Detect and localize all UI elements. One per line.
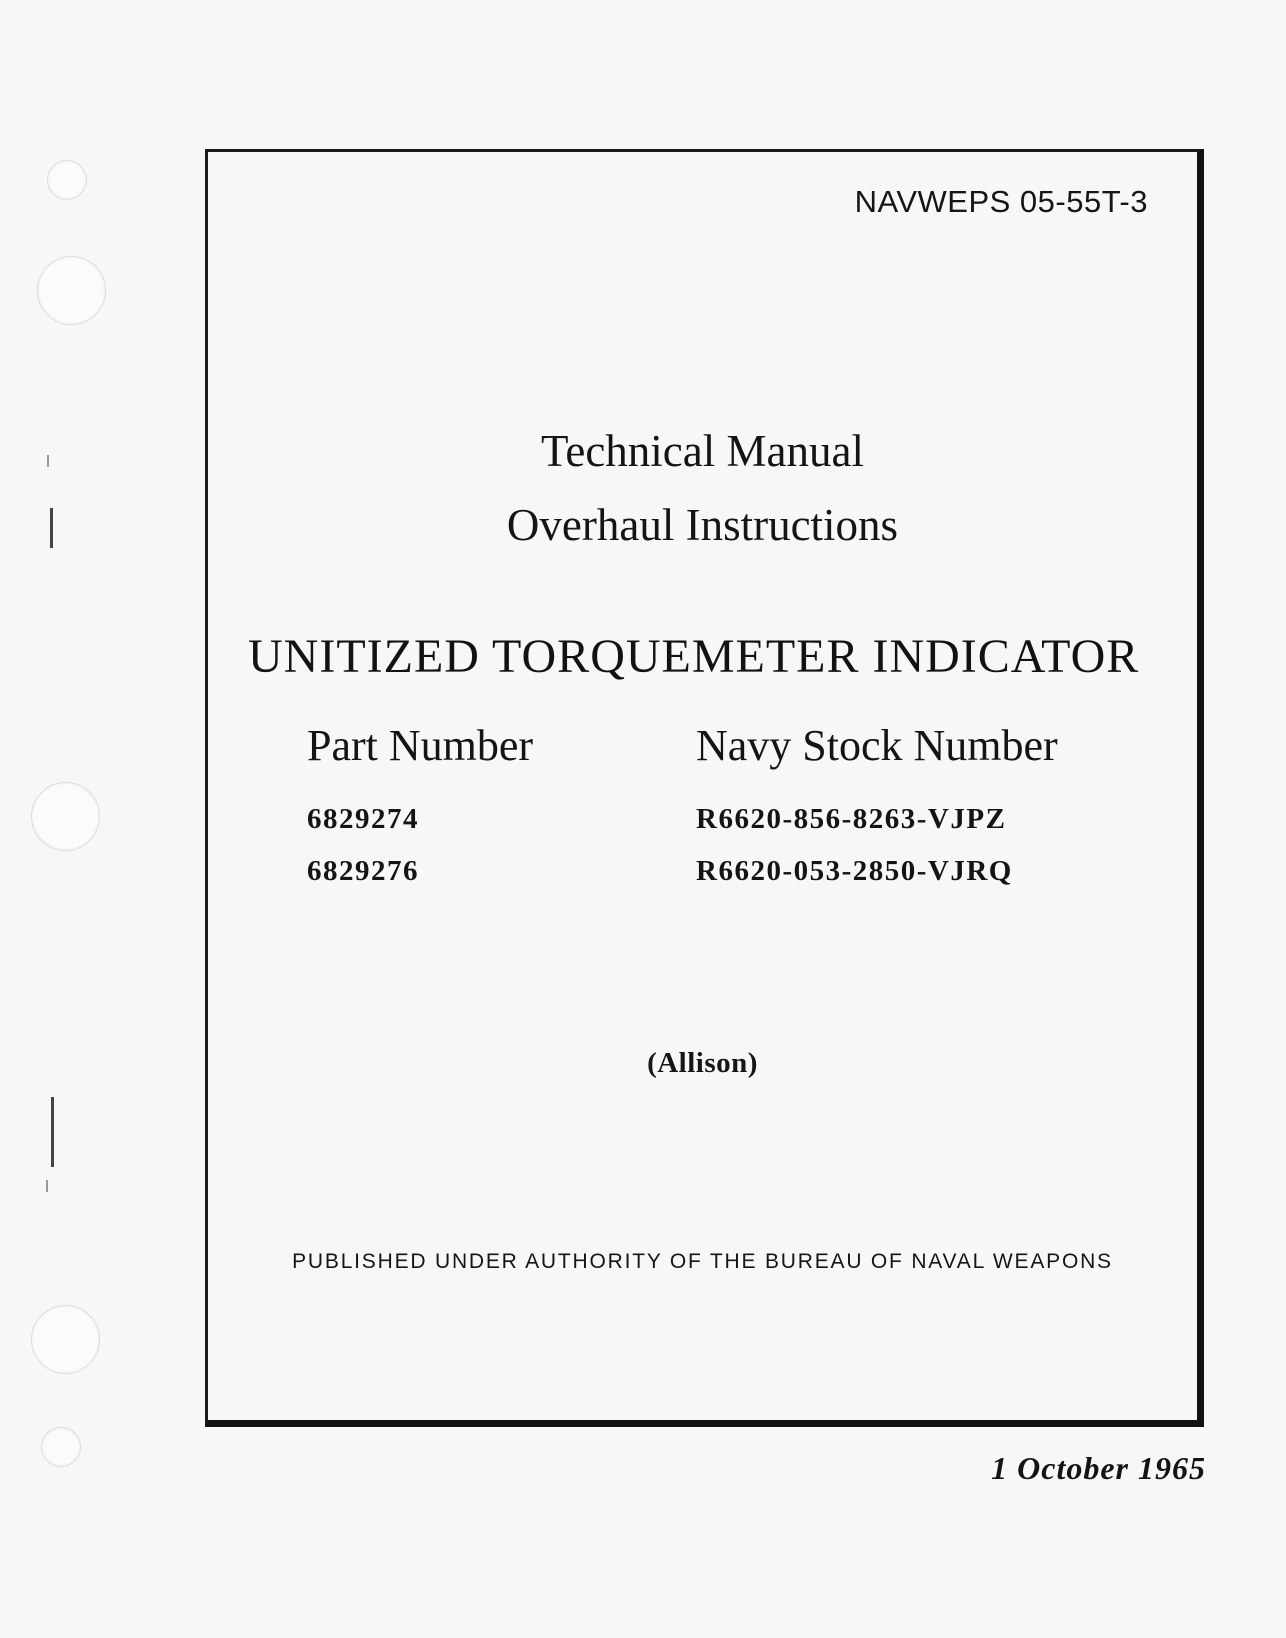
navy-stock-number: R6620-856-8263-VJPZ <box>696 803 1007 835</box>
part-number-header: Part Number <box>307 721 534 770</box>
binder-mark <box>46 1180 48 1192</box>
punch-hole <box>37 256 106 325</box>
binder-mark <box>50 508 53 548</box>
binder-mark <box>47 455 49 467</box>
navy-stock-number-header: Navy Stock Number <box>696 721 1058 770</box>
manufacturer: (Allison) <box>647 1047 758 1079</box>
navy-stock-number: R6620-053-2850-VJRQ <box>696 855 1013 887</box>
product-name: UNITIZED TORQUEMETER INDICATOR <box>248 630 1140 683</box>
punch-hole <box>47 160 87 200</box>
title-overhaul-instructions: Overhaul Instructions <box>506 500 899 550</box>
punch-hole <box>41 1427 81 1467</box>
document-number: NAVWEPS 05-55T-3 <box>854 184 1148 219</box>
part-number: 6829276 <box>307 855 419 887</box>
part-number: 6829274 <box>307 803 419 835</box>
publication-date: 1 October 1965 <box>991 1450 1206 1486</box>
punch-hole <box>31 782 100 851</box>
cover-frame <box>205 149 1204 1427</box>
punch-hole <box>31 1305 100 1374</box>
title-technical-manual: Technical Manual <box>541 426 864 476</box>
binder-mark <box>51 1097 54 1167</box>
publishing-authority: PUBLISHED UNDER AUTHORITY OF THE BUREAU OF NAVAL WEAPONS <box>292 1250 1113 1273</box>
